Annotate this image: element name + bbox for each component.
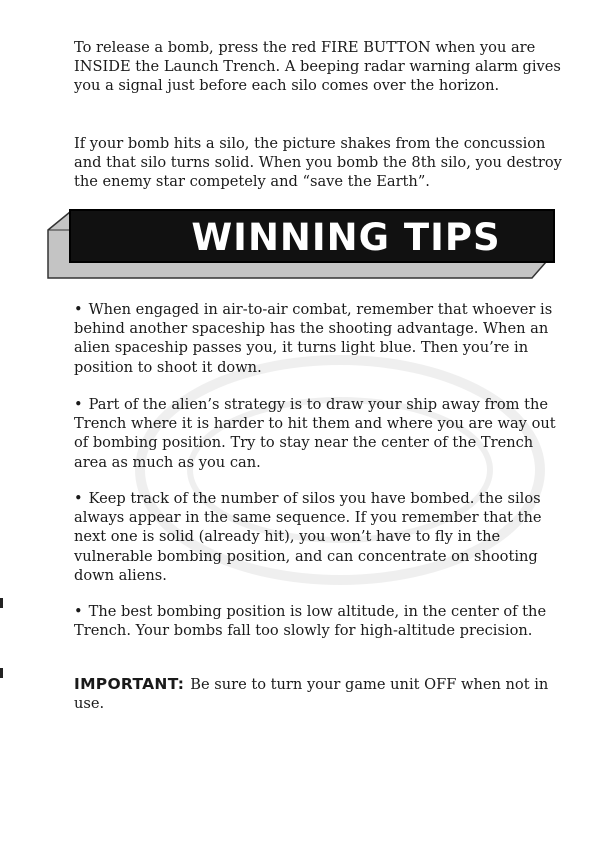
bullet-3: •: [74, 490, 83, 507]
tip-4: [74, 602, 564, 640]
tip-1: [74, 300, 564, 377]
tip-2-text: Part of the alien’s strategy is to draw your ship away from the Trench where it is harder to hit them and where you are way out of bombing position. Try to stay near the center of the Trench area as much as you can.: [74, 396, 556, 471]
bullet-4: •: [74, 603, 83, 620]
bullet-1: •: [74, 301, 83, 318]
binding-mark-top: [0, 598, 3, 608]
important-note: [74, 675, 564, 713]
important-label: IMPORTANT:: [74, 675, 185, 693]
important-text: Be sure to turn your game unit OFF when not in use.: [74, 676, 549, 713]
banner-title: WINNING TIPS: [191, 216, 501, 259]
tip-3-text: Keep track of the number of silos you have bombed. the silos always appear in the same sequence. If you remember that the next one is solid (already hit), you won’t have to fly in the vulnerable bombing position, and can concentrate on shooting down aliens.: [74, 490, 542, 584]
tip-4-text: The best bombing position is low altitude, in the center of the Trench. Your bombs fall too slowly for high-altitude precision.: [74, 603, 547, 640]
tip-2: [74, 395, 564, 472]
binding-mark-bottom: [0, 668, 3, 678]
winning-tips-banner: [46, 208, 558, 280]
intro-paragraph-2: If your bomb hits a silo, the picture shakes from the concussion and that silo turns solid. When you bomb the 8th silo, you destroy the enemy star competely and “save the Earth”.: [74, 135, 562, 191]
tip-1-text: When engaged in air-to-air combat, remember that whoever is behind another spaceship has the shooting advantage. When an alien spaceship passes you, it turns light blue. Then you’re in position to shoot it down.: [74, 301, 553, 376]
intro-paragraph-1: To release a bomb, press the red FIRE BUTTON when you are INSIDE the Launch Trench. A beeping radar warning alarm gives you a signal just before each silo comes over the horizon.: [74, 39, 561, 95]
bullet-2: •: [74, 396, 83, 413]
tip-3: [74, 489, 564, 585]
